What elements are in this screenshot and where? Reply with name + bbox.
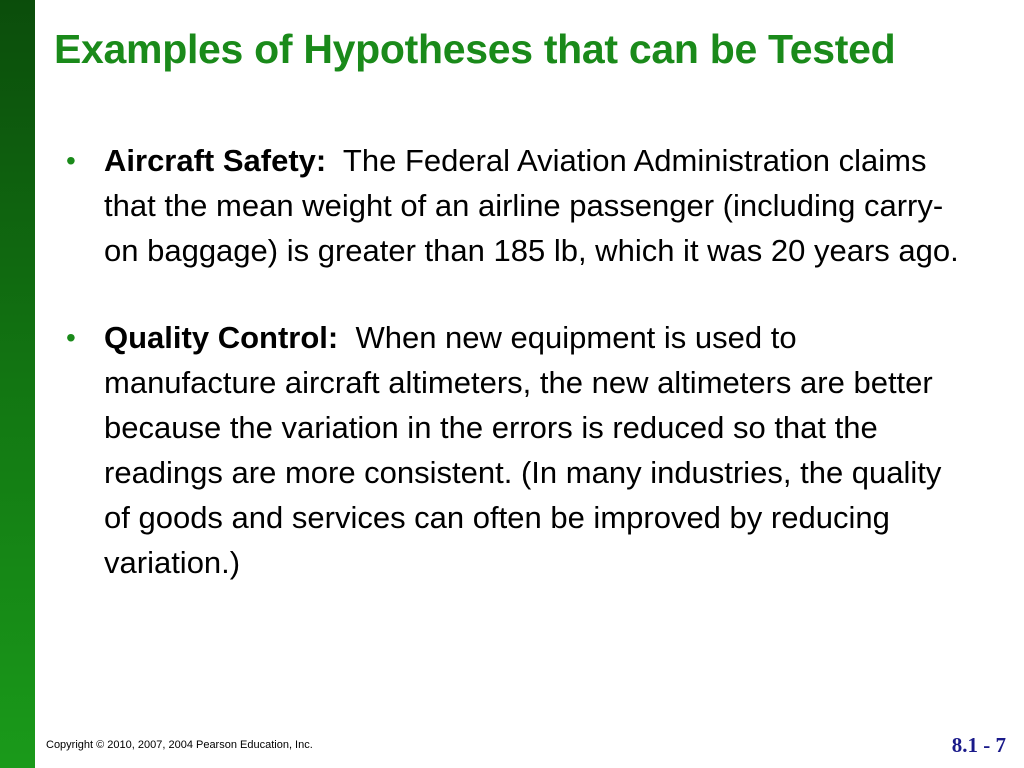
bullet-label: Aircraft Safety:: [104, 143, 327, 178]
bullet-quality-control: [66, 315, 971, 585]
bullet-text: The Federal Aviation Administration claims that the mean weight of an airline passenger (including carry-on baggage) is greater than 185 lb, which it was 20 years ago.: [104, 143, 959, 268]
slide-title: Examples of Hypotheses that can be Tested: [54, 26, 896, 72]
side-decoration-bar: [0, 0, 35, 768]
bullet-text: When new equipment is used to manufacture aircraft altimeters, the new altimeters are better because the variation in the errors is reduced so that the readings are more consistent. (In many industries, the quality of goods and services can often be improved by reducing variation.): [104, 320, 942, 580]
bullet-dot-icon: •: [66, 145, 76, 176]
footer-copyright: Copyright © 2010, 2007, 2004 Pearson Education, Inc.: [46, 739, 313, 751]
bullet-label: Quality Control:: [104, 320, 339, 355]
bullet-aircraft-safety: [66, 138, 971, 273]
slide-number: 8.1 - 7: [951, 733, 1006, 757]
bullet-list: [66, 138, 971, 585]
bullet-dot-icon: •: [66, 322, 76, 353]
